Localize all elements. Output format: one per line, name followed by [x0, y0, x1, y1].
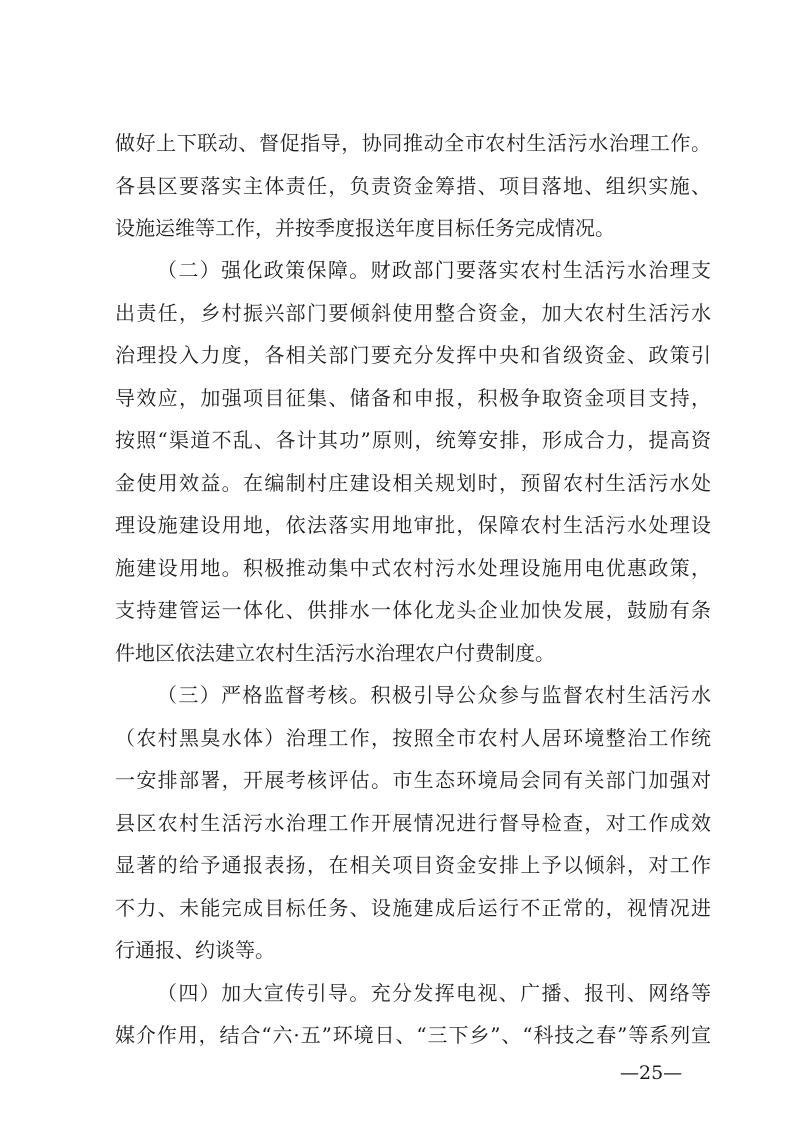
text-line: 不力、未能完成目标任务、设施建成后运行不正常的，视情况进	[115, 896, 711, 920]
text-line: 支持建管运一体化、供排水一体化龙头企业加快发展，鼓励有条	[115, 598, 711, 622]
text-line: 各县区要落实主体责任，负责资金筹措、项目落地、组织实施、	[115, 174, 711, 198]
page-number: —25—	[620, 1062, 683, 1084]
text-line: 一安排部署，开展考核评估。市生态环境局会同有关部门加强对	[115, 768, 711, 792]
text-line: （三）严格监督考核。积极引导公众参与监督农村生活污水	[157, 683, 711, 707]
text-line: 施建设用地。积极推动集中式农村污水处理设施用电优惠政策，	[115, 556, 711, 580]
text-line: 金使用效益。在编制村庄建设相关规划时，预留农村生活污水处	[115, 471, 711, 495]
text-line: 行通报、约谈等。	[115, 938, 275, 962]
text-line: 件地区依法建立农村生活污水治理农户付费制度。	[115, 641, 555, 665]
text-line: 导效应，加强项目征集、储备和申报，积极争取资金项目支持，	[115, 386, 711, 410]
text-line: 出责任，乡村振兴部门要倾斜使用整合资金，加大农村生活污水	[115, 301, 711, 325]
text-line: （二）强化政策保障。财政部门要落实农村生活污水治理支	[157, 258, 711, 282]
text-line: 显著的给予通报表扬，在相关项目资金安排上予以倾斜，对工作	[115, 853, 711, 877]
text-line: （四）加大宣传引导。充分发挥电视、广播、报刊、网络等	[157, 981, 711, 1005]
text-line: 县区农村生活污水治理工作开展情况进行督导检查，对工作成效	[115, 811, 711, 835]
text-line: 做好上下联动、督促指导，协同推动全市农村生活污水治理工作。	[115, 131, 711, 155]
text-line: 理设施建设用地，依法落实用地审批，保障农村生活污水处理设	[115, 513, 711, 537]
text-line: （农村黑臭水体）治理工作，按照全市农村人居环境整治工作统	[115, 726, 711, 750]
text-line: 设施运维等工作，并按季度报送年度目标任务完成情况。	[115, 216, 615, 240]
text-line: 治理投入力度，各相关部门要充分发挥中央和省级资金、政策引	[115, 343, 711, 367]
text-line: 按照“渠道不乱、各计其功”原则，统筹安排，形成合力，提高资	[115, 428, 711, 452]
text-line: 媒介作用，结合“六·五”环境日、“三下乡”、“科技之春”等系列宣	[115, 1023, 711, 1047]
